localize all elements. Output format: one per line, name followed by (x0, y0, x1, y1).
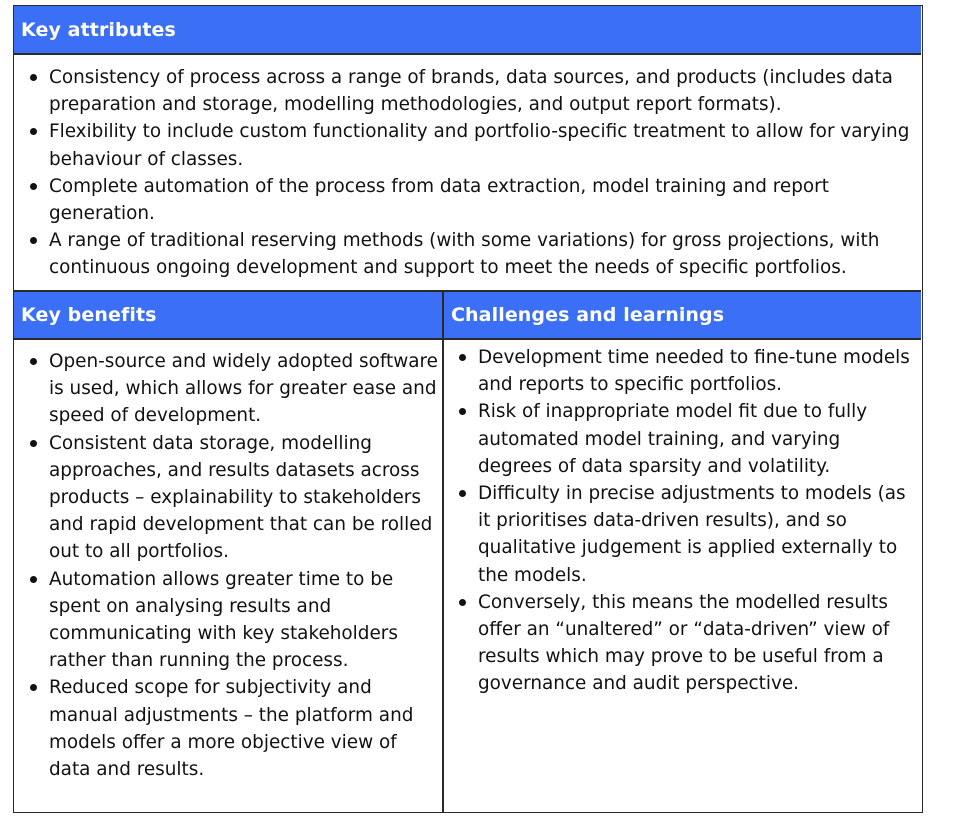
key-attribute-item: Consistency of process across a range of brands, data sources, and products (includes data preparation and storage, modelling methodologies, and output report formats). (14, 64, 914, 118)
challenges-title: Challenges and learnings (451, 304, 725, 326)
key-benefits-list (14, 348, 438, 783)
key-benefit-item: Reduced scope for subjectivity and manual adjustments – the platform and models offer a more objective view of data and results. (14, 674, 438, 783)
key-attributes-title: Key attributes (21, 18, 176, 41)
attributes-table (13, 5, 923, 813)
key-benefit-item: Consistent data storage, modelling approaches, and results datasets across products – explainability to stakeholders and rapid development that can be rolled out to all portfolios. (14, 430, 438, 566)
key-attribute-item: A range of traditional reserving methods (with some variations) for gross projections, with continuous ongoing development and support to meet the needs of specific portfolios. (14, 227, 914, 281)
challenges-list (443, 344, 919, 698)
key-attribute-item: Flexibility to include custom functionality and portfolio-specific treatment to allow for varying behaviour of classes. (14, 118, 914, 172)
key-benefit-item: Automation allows greater time to be spent on analysing results and communicating with key stakeholders rather than running the process. (14, 566, 438, 675)
challenges-header (444, 292, 921, 338)
divider (14, 53, 921, 55)
challenge-item: Development time needed to fine-tune models and reports to specific portfolios. (443, 344, 919, 398)
key-benefits-title: Key benefits (21, 304, 157, 326)
key-attributes-header (14, 6, 921, 53)
challenge-item: Difficulty in precise adjustments to models (as it prioritises data-driven results), and so qualitative judgement is applied externally to the models. (443, 480, 919, 589)
key-benefits-header (14, 292, 442, 338)
divider (14, 338, 921, 340)
key-attributes-list (14, 64, 914, 282)
challenge-item: Risk of inappropriate model fit due to fully automated model training, and varying degrees of data sparsity and volatility. (443, 398, 919, 480)
key-attribute-item: Complete automation of the process from data extraction, model training and report generation. (14, 173, 914, 227)
key-benefit-item: Open-source and widely adopted software is used, which allows for greater ease and speed of development. (14, 348, 438, 430)
challenge-item: Conversely, this means the modelled results offer an “unaltered” or “data-driven” view of results which may prove to be useful from a governance and audit perspective. (443, 589, 919, 698)
